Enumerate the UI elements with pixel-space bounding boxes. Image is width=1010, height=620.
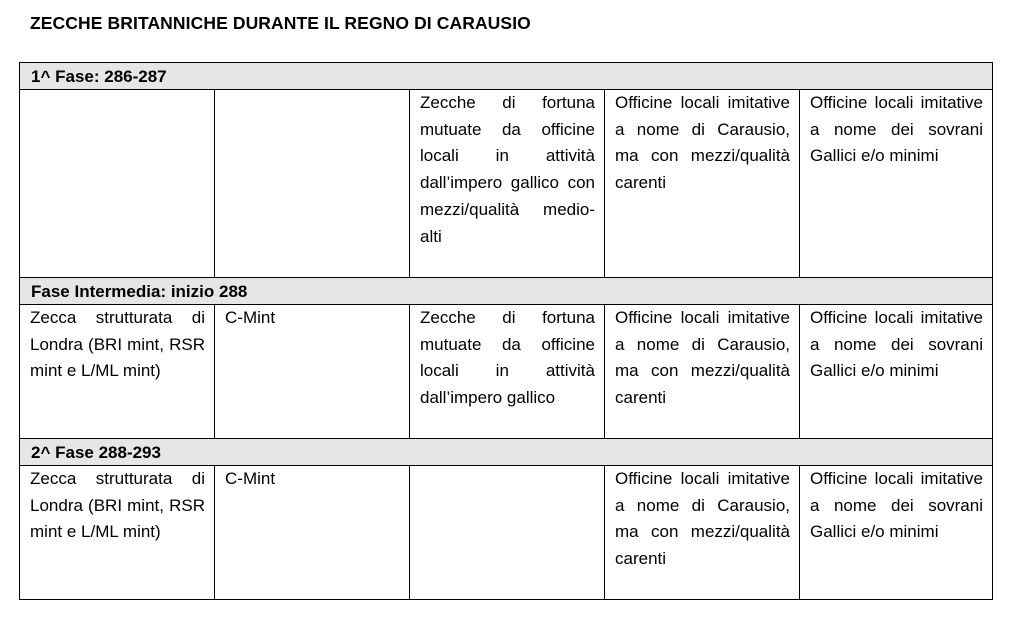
phase-label: 1^ Fase: 286-287 xyxy=(20,63,993,90)
table-cell: Officine locali imitative a nome dei sovrani Gallici e/o minimi xyxy=(800,305,993,439)
phase-header-row xyxy=(20,278,993,305)
table-cell: Zecca strutturata di Londra (BRI mint, RSR mint e L/ML mint) xyxy=(20,466,215,600)
table-cell: Zecche di fortuna mutuate da officine locali in attività dall’impero gallico con mezzi/qualità medio-alti xyxy=(410,90,605,278)
table-cell: Officine locali imitative a nome dei sovrani Gallici e/o minimi xyxy=(800,90,993,278)
mints-table xyxy=(19,62,993,600)
table-cell: Zecca strutturata di Londra (BRI mint, RSR mint e L/ML mint) xyxy=(20,305,215,439)
table-cell: Zecche di fortuna mutuate da officine locali in attività dall’impero gallico xyxy=(410,305,605,439)
table-cell: Officine locali imitative a nome di Carausio, ma con mezzi/qualità carenti xyxy=(605,305,800,439)
table-cell xyxy=(410,466,605,600)
phase-header-row xyxy=(20,63,993,90)
table-cell: Officine locali imitative a nome dei sovrani Gallici e/o minimi xyxy=(800,466,993,600)
table-cell: C-Mint xyxy=(215,305,410,439)
table-cell: Officine locali imitative a nome di Carausio, ma con mezzi/qualità carenti xyxy=(605,466,800,600)
document-title: ZECCHE BRITANNICHE DURANTE IL REGNO DI CARAUSIO xyxy=(30,13,531,33)
table-cell xyxy=(215,90,410,278)
table-cell: C-Mint xyxy=(215,466,410,600)
table-row xyxy=(20,466,993,600)
table-row xyxy=(20,90,993,278)
table-row xyxy=(20,305,993,439)
table-cell xyxy=(20,90,215,278)
table-cell: Officine locali imitative a nome di Carausio, ma con mezzi/qualità carenti xyxy=(605,90,800,278)
phase-header-row xyxy=(20,439,993,466)
phase-label: 2^ Fase 288-293 xyxy=(20,439,993,466)
phase-label: Fase Intermedia: inizio 288 xyxy=(20,278,993,305)
